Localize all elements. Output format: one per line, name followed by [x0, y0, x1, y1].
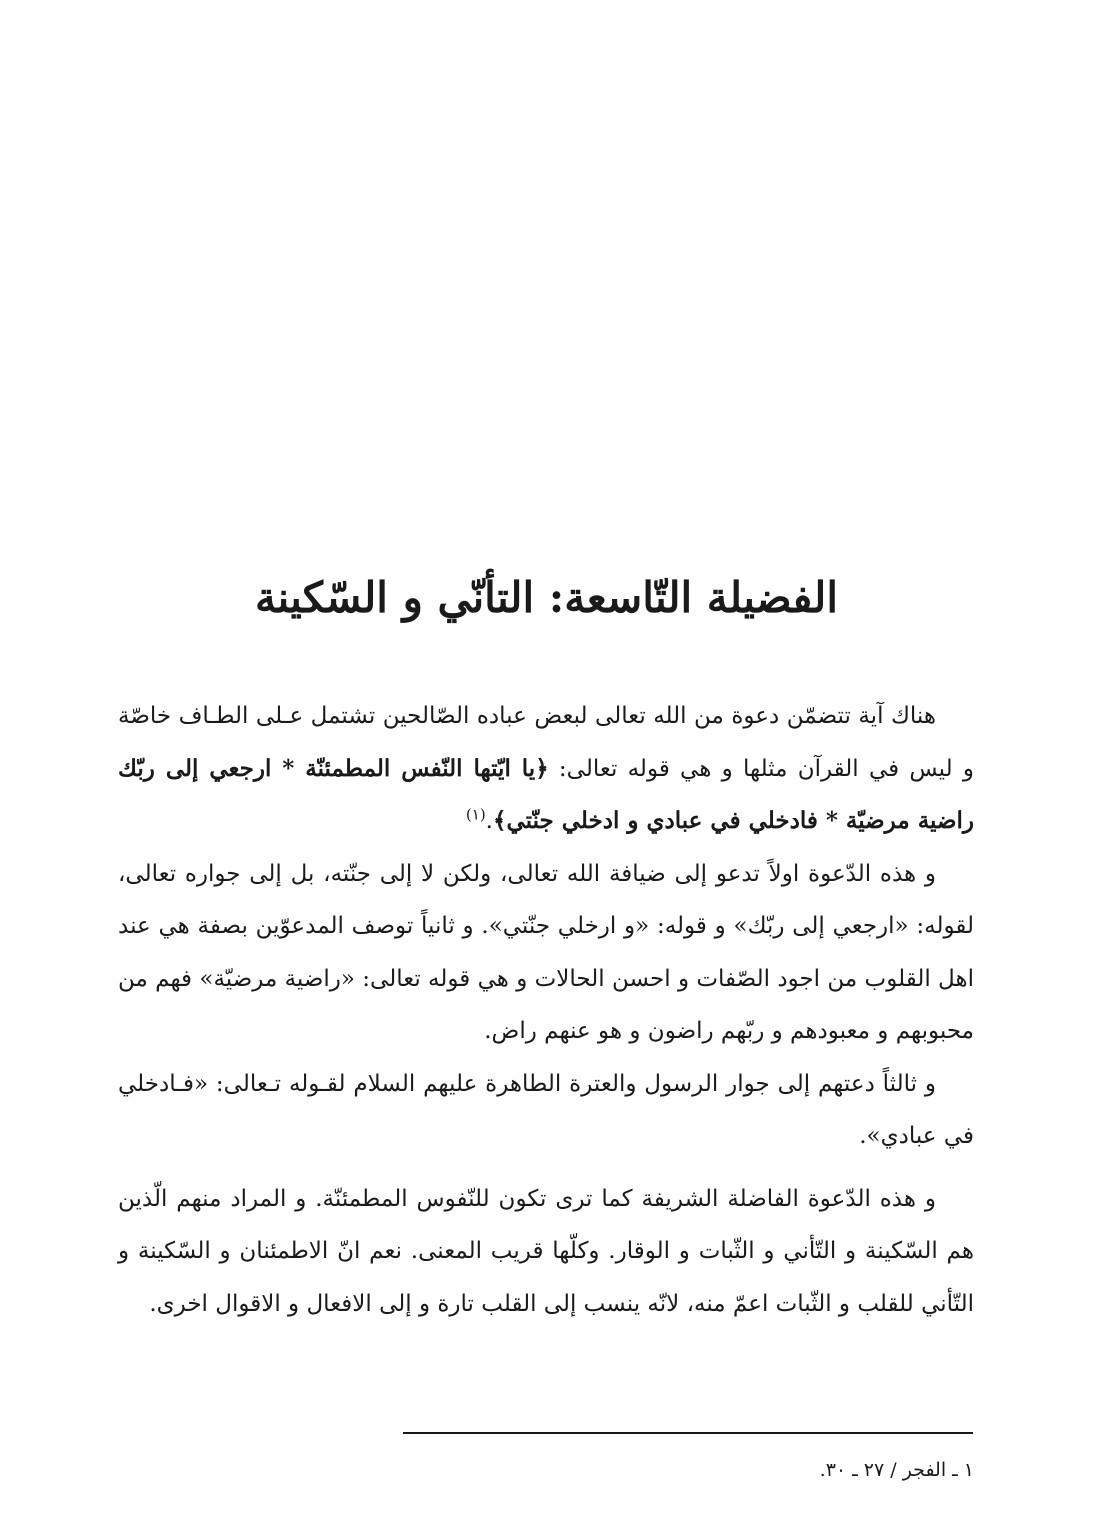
paragraph-1	[118, 690, 974, 848]
paragraph-1-intro: هناك آية تتضمّن دعوة من الله تعالى لبعض عباده الصّالحين تشتمل عـلى الطـاف خاصّة و ليس في القرآن مثلها و هي قوله تعالى:	[118, 703, 974, 782]
footnote-divider	[403, 1432, 973, 1434]
footnote-reference: (١)	[465, 805, 486, 824]
paragraph-4: و هذه الدّعوة الفاضلة الشريفة كما ترى تكون للنّفوس المطمئنّة. و المراد منهم الّذين هم السّكينة و التّأني و الثّبات و الوقار. وكلّها قريب المعنى. نعم انّ الاطمئنان و السّكينة و التّأني للقلب و الثّبات اعمّ منه، لانّه ينسب إلى القلب تارة و إلى الافعال و الاقوال اخرى.	[118, 1185, 974, 1317]
body-text	[118, 690, 974, 1330]
footnote: ١ ـ الفجر / ٢٧ ـ ٣٠.	[819, 1459, 974, 1481]
paragraph-1-end: .	[485, 808, 493, 834]
quran-verse: ﴿يا ايّتها النّفس المطمئنّة * ارجعي إلى ربّك راضية مرضيّة * فادخلي في عبادي و ادخلي جنّتي﴾	[118, 754, 974, 834]
paragraph-2: و هذه الدّعوة اولاً تدعو إلى ضيافة الله تعالى، ولكن لا إلى جنّته، بل إلى جواره تعالى، لقوله: «ارجعي إلى ربّك» و قوله: «و ارخلي جنّتي». و ثانياً توصف المدعوّين بصفة هي عند اهل القلوب من اجود الصّفات و احسن الحالات و هي قوله تعالى: «راضية مرضيّة» فهم من محبوبهم و معبودهم و ربّهم راضون و هو عنهم راض.	[118, 860, 974, 1044]
paragraph-3: و ثالثاً دعتهم إلى جوار الرسول والعترة الطاهرة عليهم السلام لقـوله تـعالى: «فـادخلي في عبادي».	[118, 1070, 974, 1149]
chapter-title: الفضيلة التّاسعة: التأنّي و السّكينة	[254, 573, 839, 622]
